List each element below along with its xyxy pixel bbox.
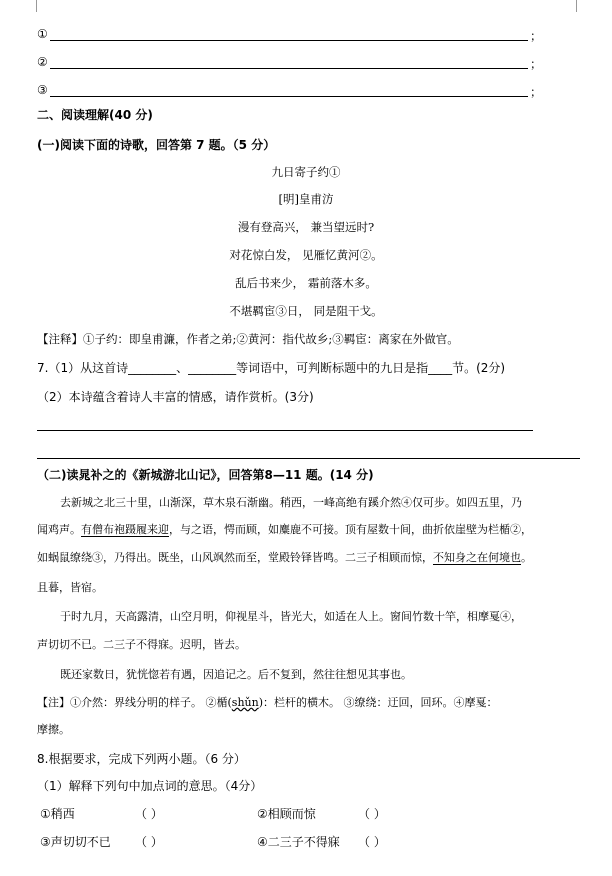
item-4-answer[interactable]: （ ）	[358, 835, 386, 849]
answer-label-2: ②	[37, 55, 48, 69]
answer-line-7[interactable]	[37, 430, 533, 431]
item-4-label: ④二三子不得寐	[257, 835, 340, 849]
section-title: 二、阅读理解(40 分)	[37, 108, 153, 122]
answer-label-1: ①	[37, 27, 48, 41]
part-one-heading: (一)阅读下面的诗歌，回答第 7 题。（5 分）	[37, 138, 276, 152]
poem-line-2: 对花惊白发， 见雁忆黄河②。	[229, 248, 383, 262]
item-3-label: ③声切切不已	[40, 835, 111, 849]
question-7-2: （2）本诗蕴含着诗人丰富的情感，请作赏析。(3分)	[37, 390, 314, 404]
prose-p1-line-4: 且暮，皆宿。	[37, 581, 103, 594]
answer-line-1[interactable]	[50, 40, 528, 41]
question-8: 8.根据要求，完成下列两小题。（6 分）	[37, 752, 246, 766]
prose-p1-line-3: 如蜗鼠缭绕③，乃得出。既坐，山风飒然而至，堂殿铃铎皆鸣。二三子相顾而惊，不知身之在何境也。	[37, 551, 532, 564]
prose-p1-line-2: 闻鸡声。有僧布袍蹑履来迎，与之语，愕而顾，如麋鹿不可接。顶有屋数十间，曲折依崖壁为栏楯②，	[37, 523, 532, 536]
underlined-sentence-2: 不知身之在何境也	[433, 551, 521, 564]
answer-end-1: ；	[530, 29, 543, 43]
answer-end-2: ；	[530, 57, 543, 71]
answer-line-3[interactable]	[50, 96, 528, 97]
margin-mark-right	[576, 0, 577, 12]
part-two-heading: （二)读晁补之的《新城游北山记》，回答第8—11 题。(14 分)	[37, 468, 374, 482]
prose-note-line-1: 【注】①介然：界线分明的样子。 ②楯(shǔn)：栏杆的横木。 ③缭绕：迂回，回环。④摩戛：	[37, 696, 498, 709]
prose-p2-line-1: 于时九月，天高露清，山空月明，仰视星斗，皆光大，如适在人上。窗间竹数十竿，相摩戛④，	[60, 610, 522, 623]
poem-note: 【注释】①子约：即皇甫濂，作者之弟;②黄河：指代故乡;③羁宦：离家在外做官。	[37, 332, 459, 346]
poem-line-3: 乱后书来少， 霜前落木多。	[235, 276, 377, 290]
prose-p2-line-2: 声切切不已。二三子不得寐。迟明，皆去。	[37, 638, 246, 651]
poem-title: 九日寄子约①	[271, 165, 341, 179]
item-1-label: ①稍西	[40, 807, 75, 821]
answer-end-3: ；	[530, 85, 543, 99]
item-2-answer[interactable]: （ ）	[358, 807, 386, 821]
answer-line-2[interactable]	[50, 68, 528, 69]
prose-p3-line-1: 既还家数日，犹恍惚若有遇，因追记之。后不复到，然往往想见其事也。	[60, 668, 412, 681]
margin-mark-left	[36, 0, 37, 12]
prose-note-line-2: 摩擦。	[37, 723, 70, 736]
question-8-1: （1）解释下列句中加点词的意思。（4分）	[37, 779, 263, 793]
question-7-1: 7.（1）从这首诗________、________等词语中，可判断标题中的九日是指____节。(2分)	[37, 361, 506, 375]
answer-label-3: ③	[37, 83, 48, 97]
item-3-answer[interactable]: （ ）	[135, 835, 163, 849]
underlined-sentence-1: 有僧布袍蹑履来迎	[81, 523, 169, 536]
prose-p1-line-1: 去新城之北三十里，山渐深，草木泉石渐幽。稍西，一峰高绝有蹊介然④仅可步。如四五里，乃	[60, 496, 522, 509]
poem-line-1: 漫有登高兴， 兼当望远时?	[237, 220, 375, 234]
item-2-label: ②相顾而惊	[257, 807, 316, 821]
item-1-answer[interactable]: （ ）	[135, 807, 163, 821]
poem-author: [明]皇甫汸	[278, 192, 334, 206]
section-divider	[37, 458, 580, 459]
poem-line-4: 不堪羁宦③日， 同是阻干戈。	[229, 304, 383, 318]
pinyin: shǔn	[231, 696, 259, 709]
